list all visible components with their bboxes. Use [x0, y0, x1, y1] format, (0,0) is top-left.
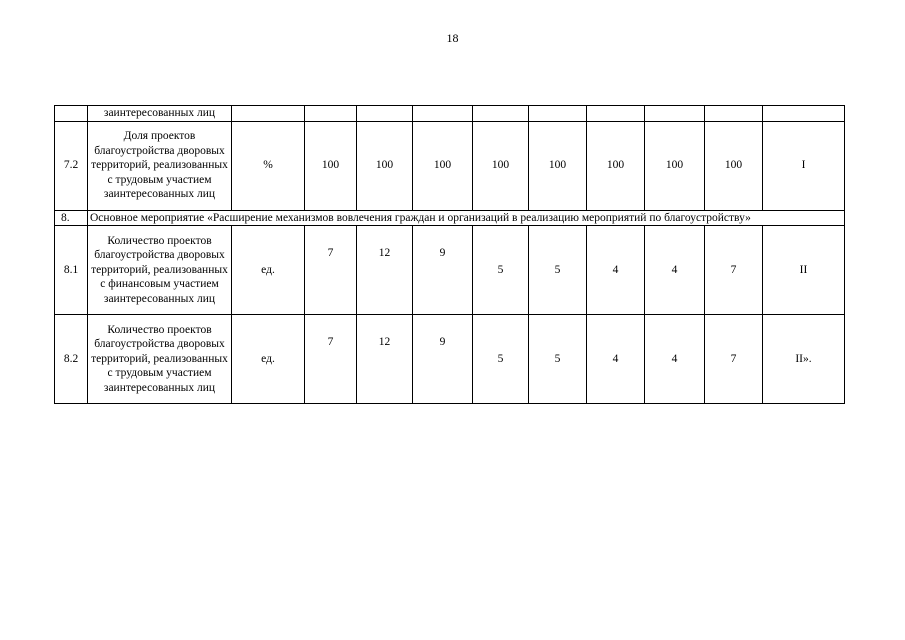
cell-description: Количество проектов благоустройства дворовых территорий, реализованных с финансовым участием заинтересованных лиц — [88, 226, 232, 315]
cell-value: 5 — [529, 226, 587, 315]
cell-num: 8.2 — [55, 315, 88, 404]
cell-value: 7 — [705, 226, 763, 315]
cell-unit: ед. — [232, 226, 305, 315]
cell-description: заинтересованных лиц — [88, 106, 232, 122]
cell-value: 100 — [645, 121, 705, 210]
table-row-section — [55, 210, 845, 226]
cell-unit — [232, 106, 305, 122]
cell-value: 100 — [529, 121, 587, 210]
cell-value: 4 — [587, 226, 645, 315]
cell-value: 100 — [357, 121, 413, 210]
table-row — [55, 315, 845, 404]
cell-section-num: 8. — [55, 210, 88, 226]
cell-value: 5 — [473, 315, 529, 404]
cell-value: 4 — [645, 226, 705, 315]
cell-description: Доля проектов благоустройства дворовых территорий, реализованных с трудовым участием заинтересованных лиц — [88, 121, 232, 210]
cell-description: Количество проектов благоустройства дворовых территорий, реализованных с трудовым участием заинтересованных лиц — [88, 315, 232, 404]
cell-value: 100 — [705, 121, 763, 210]
cell-value: 7 — [305, 315, 357, 404]
cell-num: 7.2 — [55, 121, 88, 210]
cell-value: 5 — [473, 226, 529, 315]
cell-num: 8.1 — [55, 226, 88, 315]
cell-value: 100 — [473, 121, 529, 210]
page-number: 18 — [446, 31, 459, 45]
cell-value: 100 — [413, 121, 473, 210]
cell-value: 4 — [645, 315, 705, 404]
table-row — [55, 121, 845, 210]
cell-value: 9 — [413, 226, 473, 315]
cell-num — [55, 106, 88, 122]
cell-unit: ед. — [232, 315, 305, 404]
cell-value: 12 — [357, 315, 413, 404]
table-row-continuation — [55, 106, 845, 122]
cell-value: 5 — [529, 315, 587, 404]
indicator-table — [54, 105, 845, 404]
cell-value: 100 — [305, 121, 357, 210]
cell-value: 12 — [357, 226, 413, 315]
cell-category: II — [763, 226, 845, 315]
cell-value: 7 — [305, 226, 357, 315]
cell-value: 7 — [705, 315, 763, 404]
cell-category: I — [763, 121, 845, 210]
cell-value: 4 — [587, 315, 645, 404]
cell-value: 100 — [587, 121, 645, 210]
cell-unit: % — [232, 121, 305, 210]
table-row — [55, 226, 845, 315]
cell-category: II». — [763, 315, 845, 404]
cell-value: 9 — [413, 315, 473, 404]
cell-section-title: Основное мероприятие «Расширение механизмов вовлечения граждан и организаций в реализацию мероприятий по благоустройству» — [88, 210, 845, 226]
